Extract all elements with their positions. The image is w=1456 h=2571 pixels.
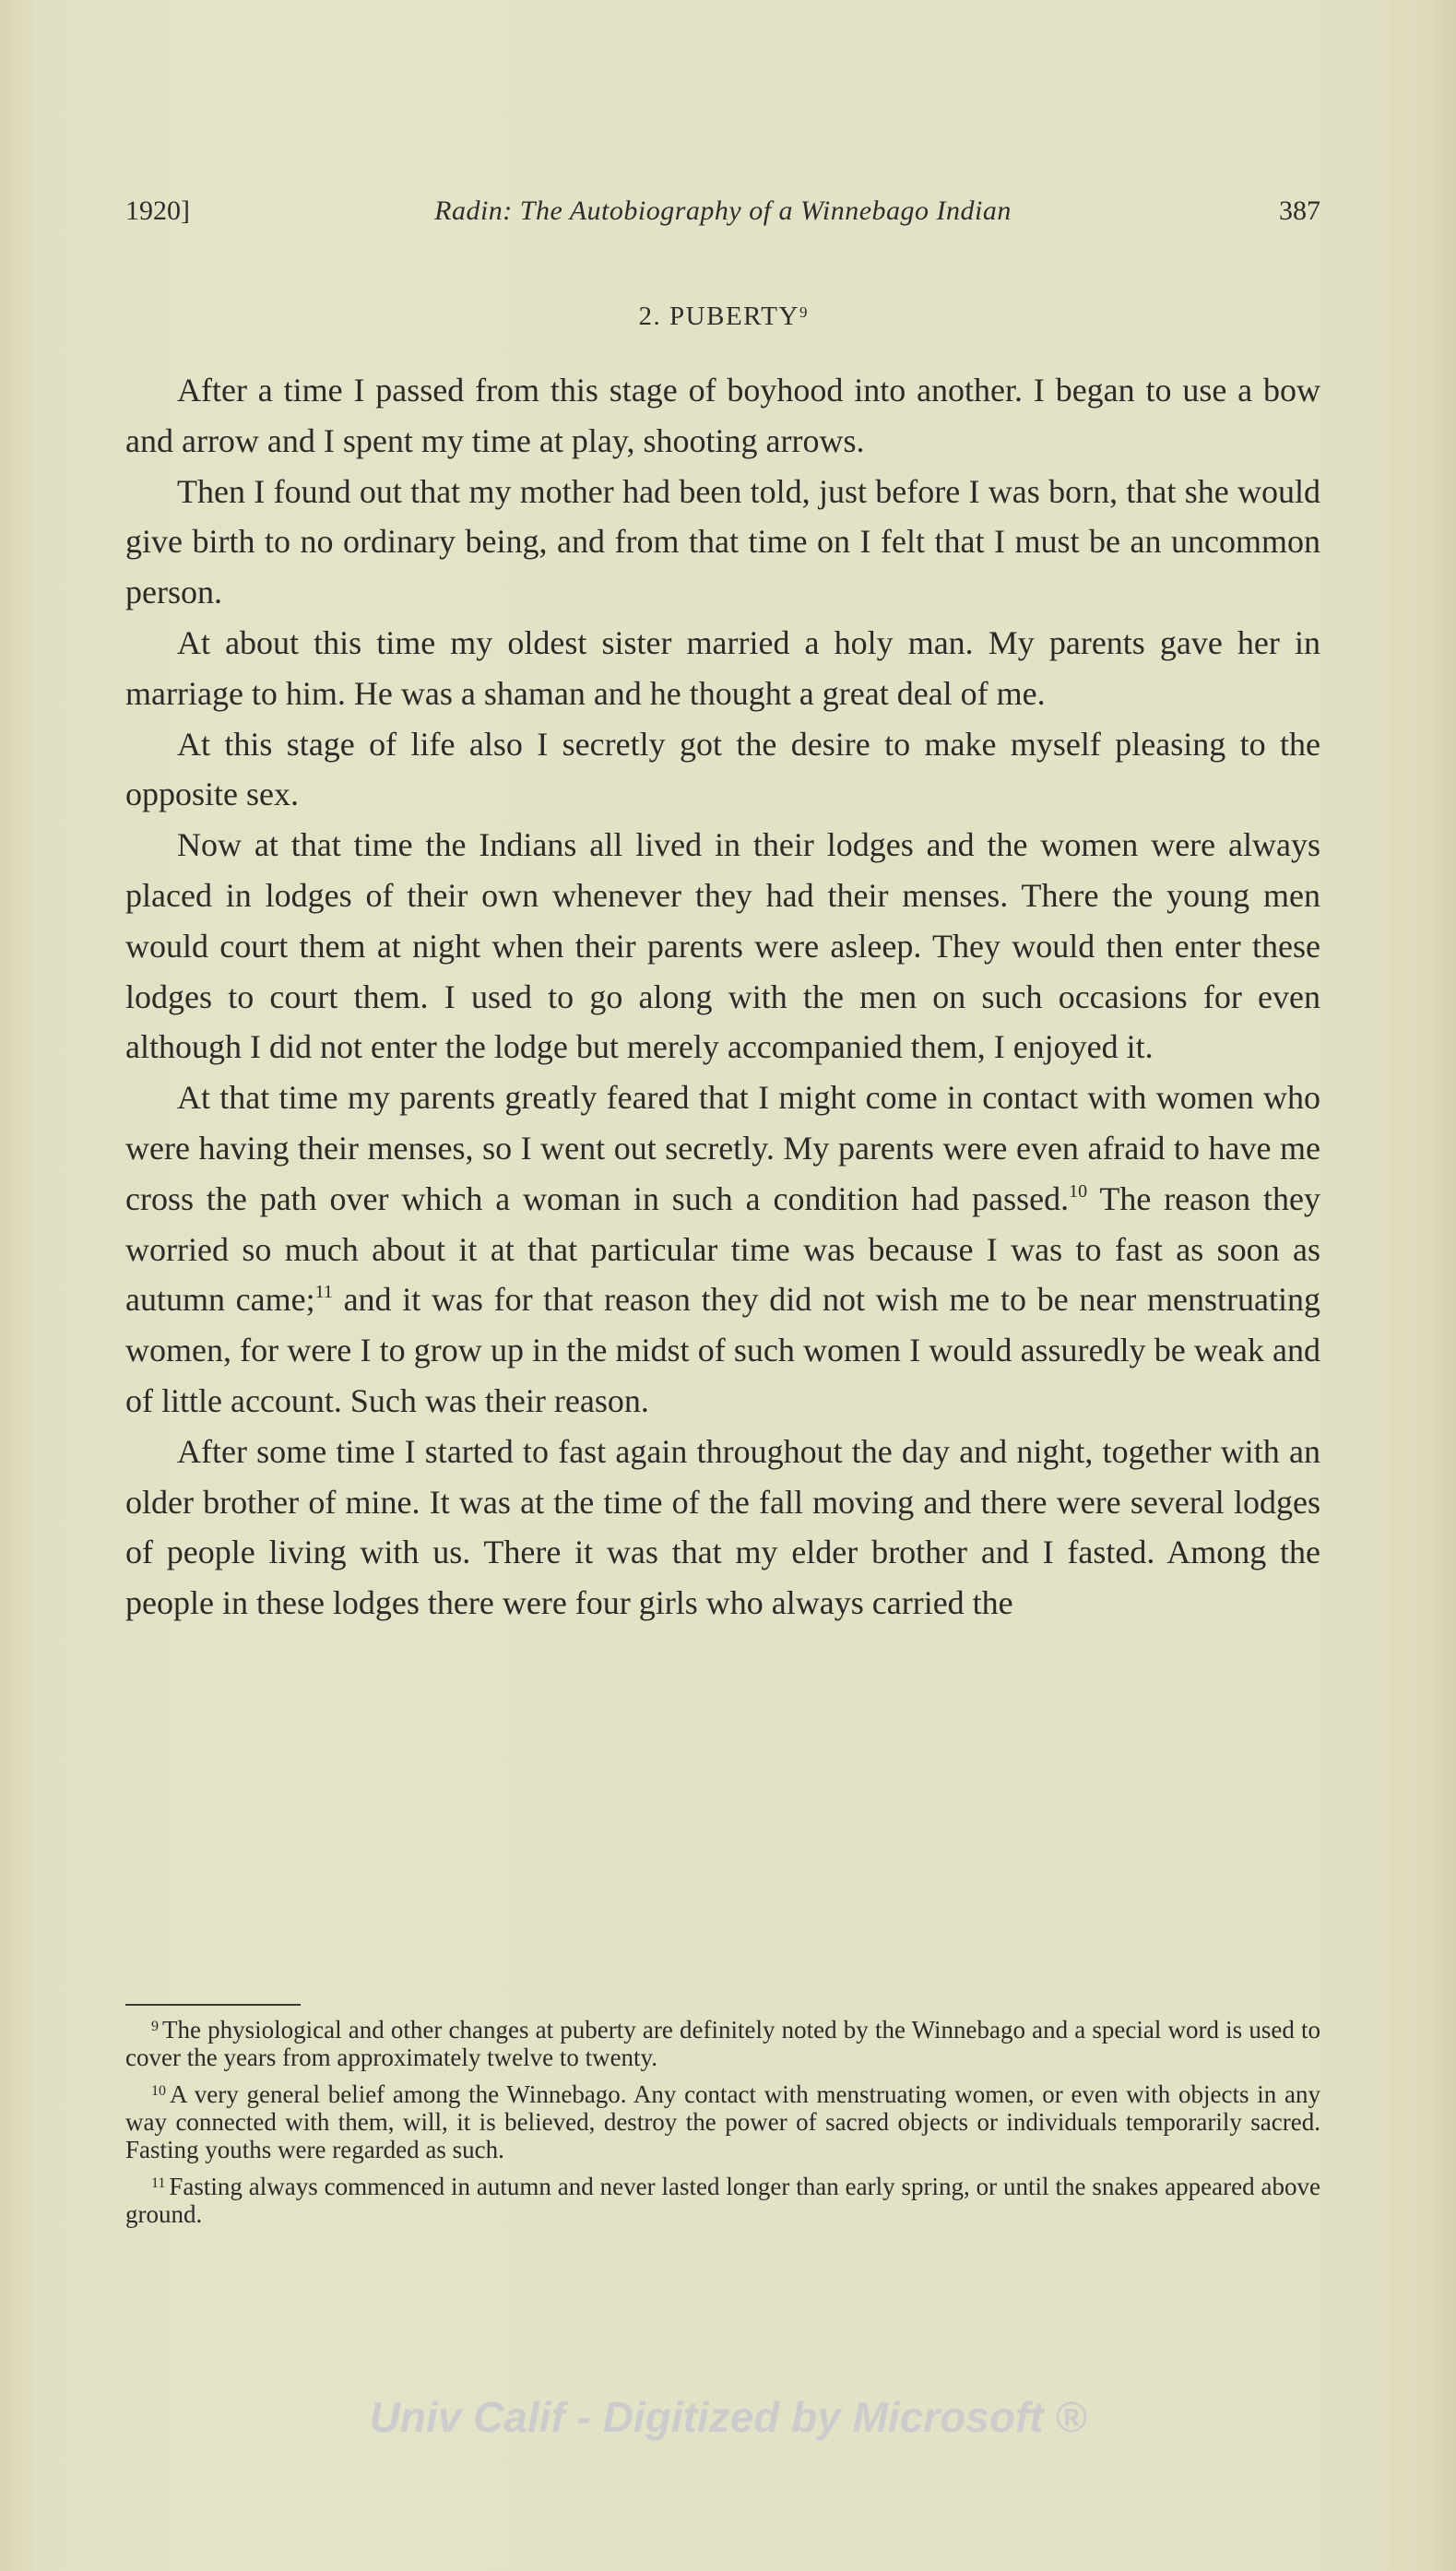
paragraph-2: Then I found out that my mother had been told, just before I was born, that she would give birth to no ordinary being, and from that time on I felt that I must be an uncommon person.	[125, 472, 1320, 611]
footnote-text: Fasting always commenced in autumn and never lasted longer than early spring, or until the snakes appeared above ground.	[125, 2173, 1320, 2228]
footnote-9	[125, 2016, 1320, 2071]
paragraph-1: After a time I passed from this stage of boyhood into another. I began to use a bow and arrow and I spent my time at play, shooting arrows.	[125, 372, 1320, 459]
footnote-text: A very general belief among the Winnebago. Any contact with menstruating women, or even with objects in any way connected with them, will, it is believed, destroy the power of sacred objects or individuals temporarily sacred. Fasting youths were regarded as such.	[125, 2080, 1320, 2163]
paragraph-7: After some time I started to fast again throughout the day and night, together with an older brother of mine. It was at the time of the fall moving and there were several lodges of people living with us. There it was that my elder brother and I fasted. Among the people in these lodges there were four girls who always carried the	[125, 1432, 1320, 1622]
footnote-ref-11: 11	[314, 1282, 333, 1303]
running-head	[125, 195, 1320, 232]
footnote-number: 9	[151, 2019, 159, 2034]
footnote-number: 11	[151, 2175, 166, 2191]
footnotes	[125, 2016, 1320, 2237]
footnote-text: The physiological and other changes at puberty are definitely noted by the Winnebago and a special word is used to cover the years from approximately twelve to twenty.	[125, 2016, 1320, 2071]
page-number: 387	[1279, 195, 1320, 226]
footnote-10	[125, 2080, 1320, 2163]
paragraph-4: At this stage of life also I secretly got the desire to make myself pleasing to the opposite sex.	[125, 725, 1320, 813]
footnote-ref-9: 9	[799, 303, 808, 321]
footnote-number: 10	[151, 2083, 166, 2099]
header-year: 1920]	[125, 195, 190, 226]
section-heading	[125, 302, 1320, 332]
footnote-ref-10: 10	[1069, 1180, 1088, 1202]
paragraph-5: Now at that time the Indians all lived in their lodges and the women were always placed in lodges of their own whenever they had their menses. There the young men would court them at night when their parents were asleep. They would then enter these lodges to court them. I used to go along with the men on such occasions for even although I did not enter the lodge but merely accompanied them, I enjoyed it.	[125, 826, 1320, 1066]
footnote-11	[125, 2173, 1320, 2228]
paragraph-6: At that time my parents greatly feared that I might come in contact with women who were having their menses, so I went out secretly. My parents were even afraid to have me cross the path over which a woman in such a condition had passed.$^{10}$ The reason they worried so much about it at that particular time was because I was to fast as soon as autumn came;$^{11}$ and it was for that reason they did not wish me to be near menstruating women, for were I to grow up in the midst of such women I would assuredly be weak and of little account. Such was their reason.	[125, 1079, 1321, 1419]
digitization-watermark: Univ Calif - Digitized by Microsoft ®	[369, 2393, 1087, 2441]
footnote-divider	[125, 2004, 301, 2006]
section-title: 2. PUBERTY	[638, 302, 799, 331]
body-text	[125, 365, 1320, 1629]
header-title: Radin: The Autobiography of a Winnebago Indian	[434, 195, 1012, 226]
paragraph-3: At about this time my oldest sister married a holy man. My parents gave her in marriage to him. He was a shaman and he thought a great deal of me.	[125, 623, 1320, 712]
